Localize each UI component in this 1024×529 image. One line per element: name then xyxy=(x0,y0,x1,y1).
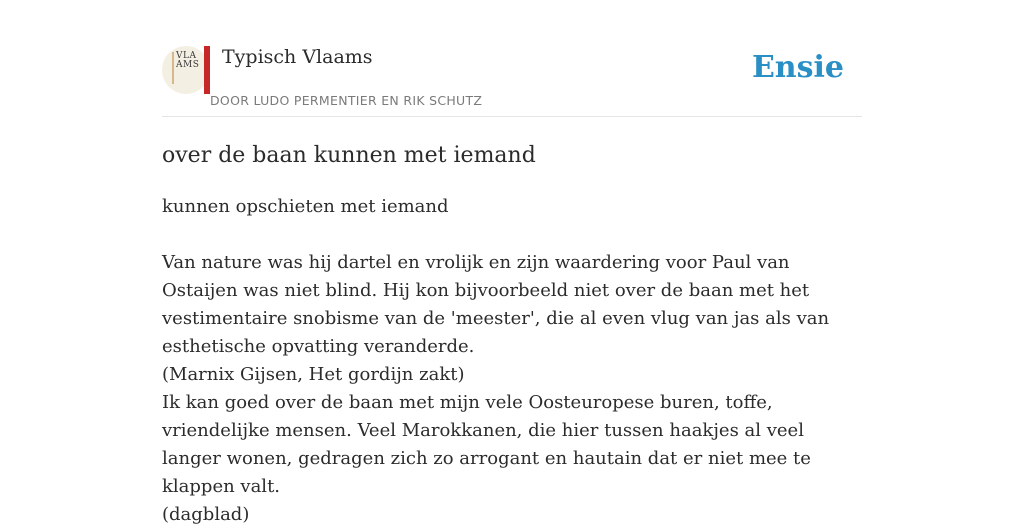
entry-term: over de baan kunnen met iemand xyxy=(162,143,536,168)
entry-definition: kunnen opschieten met iemand xyxy=(162,196,449,217)
book-title[interactable]: Typisch Vlaams xyxy=(222,46,373,68)
example-quote: Van nature was hij dartel en vrolijk en zijn waardering voor Paul van Ostaijen was niet blind. Hij kon bijvoorbeeld niet over de baan met het vestimentaire snobisme van de 'meester', die al even vlug van jas als van esthetische opvatting veranderde. xyxy=(162,252,830,357)
entry-examples xyxy=(162,249,862,529)
example-quote: Ik kan goed over de baan met mijn vele Oosteuropese buren, toffe, vriendelijke mensen. Veel Marokkanen, die hier tussen haakjes al veel langer wonen, gedragen zich zo arrogant en hautain dat er niet mee te klappen valt. xyxy=(162,392,811,497)
cover-letters: VLAAMS xyxy=(176,51,200,70)
source-header xyxy=(162,40,862,117)
cover-stripe xyxy=(172,52,174,84)
book-cover-avatar[interactable] xyxy=(162,46,210,94)
example-source: (dagblad) xyxy=(162,504,250,525)
cover-red-bar xyxy=(204,46,210,94)
example-source: (Marnix Gijsen, Het gordijn zakt) xyxy=(162,364,465,385)
entry-card xyxy=(162,40,862,529)
author-byline: DOOR LUDO PERMENTIER EN RIK SCHUTZ xyxy=(210,93,483,108)
brand-logo[interactable]: Ensie xyxy=(751,50,844,85)
